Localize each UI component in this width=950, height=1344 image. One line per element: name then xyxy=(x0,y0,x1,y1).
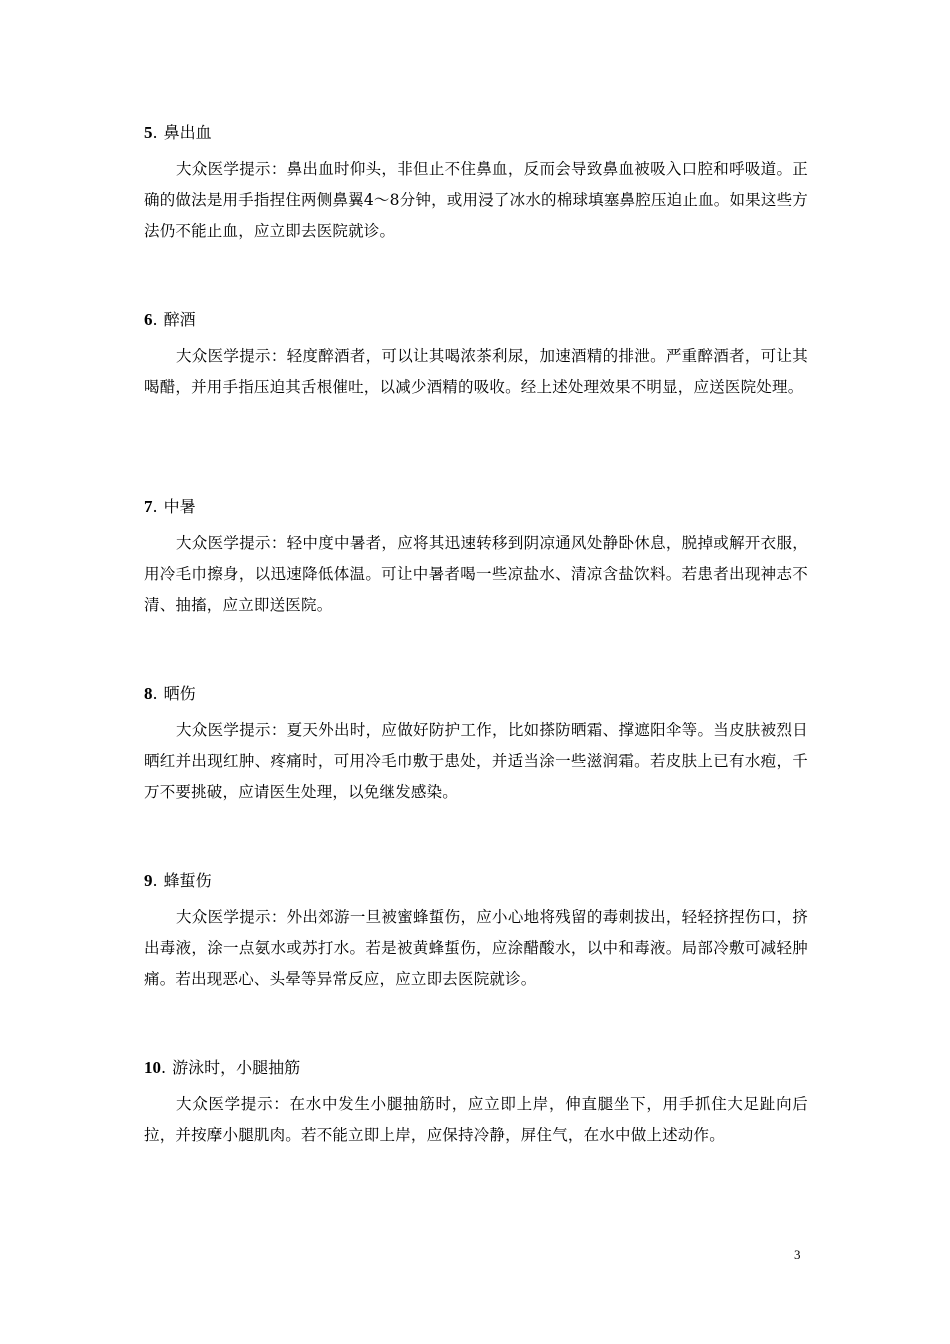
section-separator: . xyxy=(152,871,158,890)
section-title: 游泳时，小腿抽筋 xyxy=(172,1058,301,1077)
section-number: 8 xyxy=(144,684,153,703)
section-heading xyxy=(144,494,808,520)
section-separator: . xyxy=(152,497,158,516)
section-heading xyxy=(144,120,808,146)
section-leg-cramp xyxy=(144,1055,808,1151)
section-bee-sting xyxy=(144,868,808,995)
section-heading xyxy=(144,1055,808,1081)
section-heading xyxy=(144,868,808,894)
section-number: 5 xyxy=(144,123,153,142)
section-number: 10 xyxy=(144,1058,161,1077)
section-body: 大众医学提示：轻度醉酒者，可以让其喝浓茶利尿，加速酒精的排泄。严重醉酒者，可让其喝醋，并用手指压迫其舌根催吐，以减少酒精的吸收。经上述处理效果不明显，应送医院处理。 xyxy=(144,347,808,396)
section-sunburn xyxy=(144,681,808,808)
section-separator: . xyxy=(152,310,158,329)
section-separator: . xyxy=(161,1058,167,1077)
section-number: 9 xyxy=(144,871,153,890)
section-heading xyxy=(144,681,808,707)
section-title: 蜂蜇伤 xyxy=(163,871,212,890)
section-body: 大众医学提示：外出郊游一旦被蜜蜂蜇伤，应小心地将残留的毒刺拔出，轻轻挤捏伤口，挤出毒液，涂一点氨水或苏打水。若是被黄蜂蜇伤，应涂醋酸水，以中和毒液。局部冷敷可减轻肿痛。若出现恶心、头晕等异常反应，应立即去医院就诊。 xyxy=(144,908,808,988)
section-title: 醉酒 xyxy=(163,310,196,329)
section-body: 大众医学提示：夏天外出时，应做好防护工作，比如搽防晒霜、撑遮阳伞等。当皮肤被烈日晒红并出现红肿、疼痛时，可用冷毛巾敷于患处，并适当涂一些滋润霜。若皮肤上已有水疱，千万不要挑破，应请医生处理，以免继发感染。 xyxy=(144,721,808,801)
section-heatstroke xyxy=(144,494,808,621)
section-drunkenness xyxy=(144,307,808,403)
section-number: 7 xyxy=(144,497,153,516)
section-title: 晒伤 xyxy=(163,684,196,703)
section-heading xyxy=(144,307,808,333)
page-number: 3 xyxy=(794,1247,801,1262)
section-separator: . xyxy=(152,684,158,703)
section-body: 大众医学提示：轻中度中暑者，应将其迅速转移到阴凉通风处静卧休息，脱掉或解开衣服，用冷毛巾擦身，以迅速降低体温。可让中暑者喝一些凉盐水、清凉含盐饮料。若患者出现神志不清、抽搐，应立即送医院。 xyxy=(144,534,808,614)
section-separator: . xyxy=(152,123,158,142)
section-title: 中暑 xyxy=(163,497,196,516)
section-title: 鼻出血 xyxy=(163,123,212,142)
section-nosebleed xyxy=(144,120,808,247)
section-number: 6 xyxy=(144,310,153,329)
section-body: 大众医学提示：在水中发生小腿抽筋时，应立即上岸，伸直腿坐下，用手抓住大足趾向后拉，并按摩小腿肌肉。若不能立即上岸，应保持冷静，屏住气，在水中做上述动作。 xyxy=(144,1095,808,1144)
section-body: 大众医学提示：鼻出血时仰头，非但止不住鼻血，反而会导致鼻血被吸入口腔和呼吸道。正确的做法是用手指捏住两侧鼻翼4～8分钟，或用浸了冰水的棉球填塞鼻腔压迫止血。如果这些方法仍不能止血，应立即去医院就诊。 xyxy=(144,160,808,240)
